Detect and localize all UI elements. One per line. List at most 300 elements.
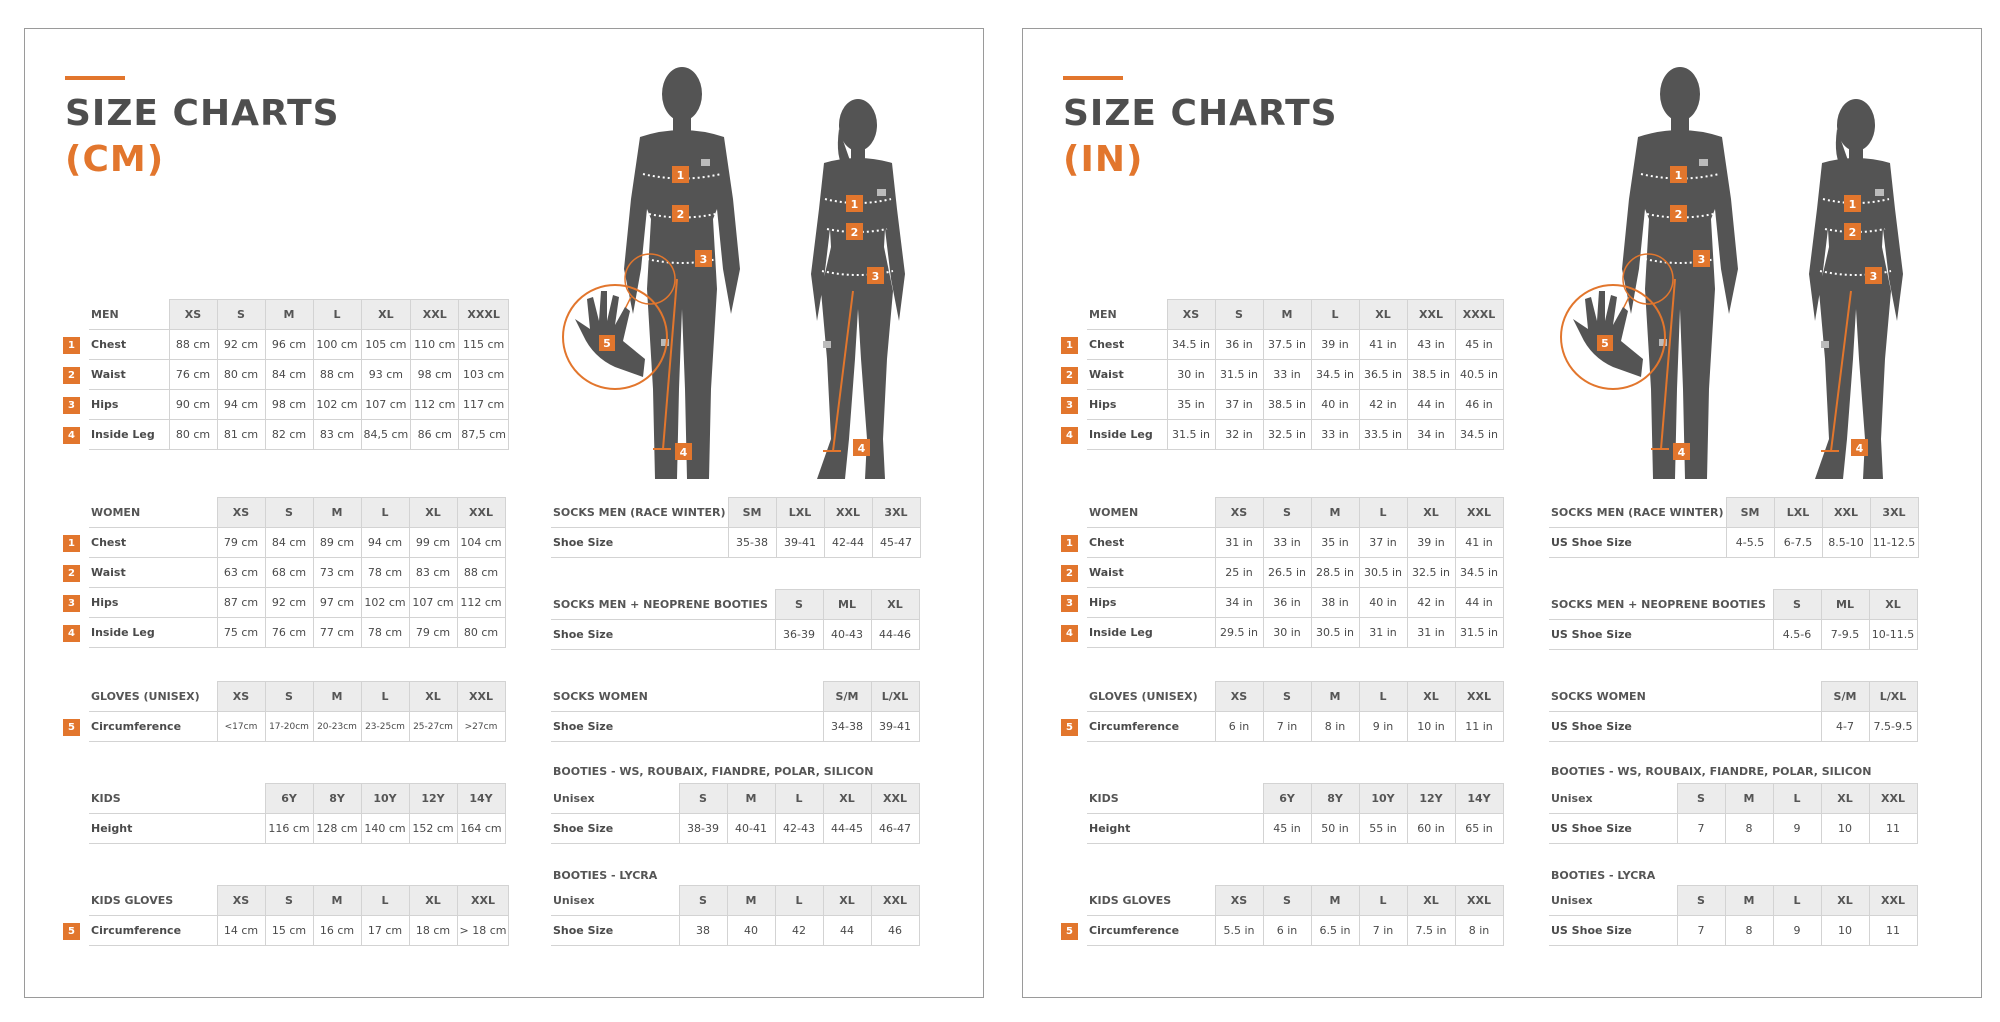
- size-header: 10Y: [1359, 784, 1407, 814]
- measurement-badge: 3: [63, 595, 80, 612]
- figure-badge-2-male: 2: [676, 208, 685, 221]
- size-value: 14 cm: [217, 916, 265, 946]
- size-value: 110 cm: [411, 330, 459, 360]
- row-label: US Shoe Size: [1551, 924, 1632, 937]
- size-value: 42 in: [1407, 588, 1455, 618]
- size-value: 32.5 in: [1263, 420, 1311, 450]
- size-value: 10-11.5: [1869, 620, 1917, 650]
- row-label: Chest: [1089, 338, 1125, 351]
- table-title: MEN: [1087, 300, 1167, 330]
- measurement-badge: 4: [63, 625, 80, 642]
- size-value: 104 cm: [457, 528, 505, 558]
- socks-neoprene-grid: [1549, 589, 1918, 650]
- size-value: 6-7.5: [1774, 528, 1822, 558]
- table-header-row: [1549, 886, 1917, 916]
- accent-line: [65, 76, 125, 80]
- size-header: M: [1311, 886, 1359, 916]
- size-value: 38 in: [1311, 588, 1359, 618]
- size-value: 30.5 in: [1311, 618, 1359, 648]
- size-value: 28.5 in: [1311, 558, 1359, 588]
- size-value: 11 in: [1455, 712, 1503, 742]
- size-value: 90 cm: [169, 390, 217, 420]
- female-silhouette: [1809, 99, 1903, 479]
- size-value: 84,5 cm: [361, 420, 411, 450]
- size-header: XXL: [824, 498, 872, 528]
- size-value: 102 cm: [361, 588, 409, 618]
- size-value: 46-47: [871, 814, 919, 844]
- booties-lycra-title: BOOTIES - LYCRA: [553, 869, 658, 882]
- size-value: 42 in: [1359, 390, 1407, 420]
- size-header: L: [1359, 886, 1407, 916]
- size-value: 98 cm: [411, 360, 459, 390]
- size-value: 8.5-10: [1822, 528, 1870, 558]
- kids-gloves-size-table: [68, 885, 509, 946]
- size-value: 75 cm: [217, 618, 265, 648]
- measurement-badge: 5: [1061, 923, 1078, 940]
- size-value: 93 cm: [361, 360, 411, 390]
- size-value: 77 cm: [313, 618, 361, 648]
- size-value: 87,5 cm: [459, 420, 509, 450]
- size-value: 6 in: [1263, 916, 1311, 946]
- men-size-table: [68, 299, 509, 450]
- table-header-row: [1087, 886, 1503, 916]
- size-value: 116 cm: [265, 814, 313, 844]
- row-label: Hips: [1089, 596, 1117, 609]
- table-title: Unisex: [1549, 886, 1677, 916]
- size-value: 32 in: [1215, 420, 1263, 450]
- figure-badge-4-male: 4: [1677, 446, 1686, 459]
- size-header: L: [1359, 498, 1407, 528]
- kids-gloves-size-table: [1066, 885, 1504, 946]
- row-label: US Shoe Size: [1551, 720, 1632, 733]
- size-header: XS: [217, 886, 265, 916]
- size-header: XXL: [1455, 886, 1503, 916]
- gloves-size-table: [68, 681, 506, 742]
- size-header: XL: [361, 300, 411, 330]
- size-header: XXL: [1407, 300, 1455, 330]
- size-value: 36 in: [1215, 330, 1263, 360]
- size-value: > 18 cm: [457, 916, 509, 946]
- table-title: GLOVES (UNISEX): [1087, 682, 1215, 712]
- size-header: S: [679, 886, 727, 916]
- body-measurement-illustration: [535, 59, 985, 509]
- size-value: 164 cm: [457, 814, 505, 844]
- kids-gloves-grid: [1066, 885, 1504, 946]
- size-value: 18 cm: [409, 916, 457, 946]
- figure-badge-3-female: 3: [871, 270, 880, 283]
- size-value: 17 cm: [361, 916, 409, 946]
- size-value: 115 cm: [459, 330, 509, 360]
- women-grid: [1066, 497, 1504, 648]
- size-value: 34-38: [823, 712, 871, 742]
- size-header: S: [1263, 682, 1311, 712]
- size-value: 36 in: [1263, 588, 1311, 618]
- size-header: XL: [1821, 886, 1869, 916]
- row-label: Hips: [91, 398, 119, 411]
- figure-badge-1-female: 1: [850, 198, 859, 211]
- size-value: 10: [1821, 814, 1869, 844]
- size-header: S: [679, 784, 727, 814]
- size-value: 38-39: [679, 814, 727, 844]
- figure-badge-4-female: 4: [1855, 442, 1864, 455]
- table-row: [89, 916, 509, 946]
- size-value: 8 in: [1455, 916, 1503, 946]
- size-value: 60 in: [1407, 814, 1455, 844]
- size-value: 44-46: [871, 620, 919, 650]
- size-header: S: [265, 498, 313, 528]
- size-value: 88 cm: [457, 558, 505, 588]
- size-value: 36.5 in: [1359, 360, 1407, 390]
- socks-race-grid: [551, 497, 921, 558]
- size-header: S/M: [1821, 682, 1869, 712]
- table-row: [551, 528, 920, 558]
- size-value: 50 in: [1311, 814, 1359, 844]
- size-value: 99 cm: [409, 528, 457, 558]
- page-title: SIZE CHARTS: [65, 93, 340, 134]
- size-header: ML: [823, 590, 871, 620]
- row-label: Circumference: [91, 720, 182, 733]
- table-row: [89, 390, 509, 420]
- size-header: XL: [823, 784, 871, 814]
- size-header: L: [361, 886, 409, 916]
- size-header: L: [1773, 784, 1821, 814]
- size-value: 63 cm: [217, 558, 265, 588]
- size-value: 37 in: [1215, 390, 1263, 420]
- size-value: 98 cm: [265, 390, 313, 420]
- figure-badge-2-female: 2: [850, 226, 859, 239]
- size-value: 15 cm: [265, 916, 313, 946]
- size-value: 30 in: [1263, 618, 1311, 648]
- size-value: 44 in: [1407, 390, 1455, 420]
- table-row: [89, 558, 505, 588]
- table-title: SOCKS WOMEN: [551, 682, 823, 712]
- size-value: 42: [775, 916, 823, 946]
- size-value: 6.5 in: [1311, 916, 1359, 946]
- size-header: XXL: [1455, 498, 1503, 528]
- table-title: KIDS GLOVES: [1087, 886, 1215, 916]
- booties-ws-title: BOOTIES - WS, ROUBAIX, FIANDRE, POLAR, SILICON: [553, 765, 874, 778]
- size-value: 33 in: [1263, 360, 1311, 390]
- table-row: [89, 712, 505, 742]
- size-value: 34 in: [1407, 420, 1455, 450]
- size-header: L/XL: [1869, 682, 1917, 712]
- row-label: Circumference: [91, 924, 182, 937]
- row-label: Chest: [91, 536, 127, 549]
- booties-lycra-grid: [551, 885, 920, 946]
- size-value: 44 in: [1455, 588, 1503, 618]
- size-value: 39 in: [1311, 330, 1359, 360]
- size-header: 8Y: [1311, 784, 1359, 814]
- size-value: 87 cm: [217, 588, 265, 618]
- size-header: S: [775, 590, 823, 620]
- table-row: [1087, 588, 1503, 618]
- size-value: 8: [1725, 916, 1773, 946]
- size-value: 76 cm: [169, 360, 217, 390]
- booties-lycra-table: [551, 885, 920, 946]
- size-value: 7 in: [1263, 712, 1311, 742]
- table-row: [89, 814, 505, 844]
- booties-ws-grid: [551, 783, 920, 844]
- size-value: 39-41: [871, 712, 919, 742]
- size-value: 41 in: [1455, 528, 1503, 558]
- size-value: 112 cm: [457, 588, 505, 618]
- size-value: 33 in: [1311, 420, 1359, 450]
- row-label: US Shoe Size: [1551, 822, 1632, 835]
- socks-neoprene-table: [551, 589, 920, 650]
- size-header: S: [217, 300, 265, 330]
- size-value: 100 cm: [313, 330, 361, 360]
- size-value: 31.5 in: [1167, 420, 1215, 450]
- measurement-badge: 5: [63, 719, 80, 736]
- size-value: 80 cm: [169, 420, 217, 450]
- size-header: XXXL: [1455, 300, 1503, 330]
- table-header-row: [551, 590, 919, 620]
- booties-ws-table: [1549, 783, 1918, 844]
- row-label: Shoe Size: [553, 924, 614, 937]
- size-value: 26.5 in: [1263, 558, 1311, 588]
- table-header-row: [1549, 784, 1917, 814]
- table-title: WOMEN: [89, 498, 217, 528]
- size-value: 42-44: [824, 528, 872, 558]
- table-row: [89, 588, 505, 618]
- size-value: 117 cm: [459, 390, 509, 420]
- size-header: S: [1677, 784, 1725, 814]
- size-value: 76 cm: [265, 618, 313, 648]
- size-header: M: [313, 886, 361, 916]
- size-header: 12Y: [409, 784, 457, 814]
- size-value: 7: [1677, 916, 1725, 946]
- size-value: 44: [823, 916, 871, 946]
- size-value: 34.5 in: [1455, 420, 1503, 450]
- size-header: XS: [217, 498, 265, 528]
- kids-size-table: [1087, 783, 1504, 844]
- size-value: 4.5-6: [1773, 620, 1821, 650]
- size-value: 40-43: [823, 620, 871, 650]
- size-value: 5.5 in: [1215, 916, 1263, 946]
- size-value: 43 in: [1407, 330, 1455, 360]
- size-value: 65 in: [1455, 814, 1503, 844]
- size-value: 88 cm: [169, 330, 217, 360]
- size-value: 30.5 in: [1359, 558, 1407, 588]
- table-row: [551, 814, 919, 844]
- size-value: 92 cm: [265, 588, 313, 618]
- socks-women-table: [551, 681, 920, 742]
- size-value: 20-23cm: [313, 712, 361, 742]
- size-value: 34 in: [1215, 588, 1263, 618]
- kids-grid: [1087, 783, 1504, 844]
- size-header: M: [313, 498, 361, 528]
- size-value: 7.5 in: [1407, 916, 1455, 946]
- table-row: [551, 620, 919, 650]
- table-header-row: [89, 498, 505, 528]
- size-header: XXL: [457, 886, 509, 916]
- size-value: 38.5 in: [1263, 390, 1311, 420]
- size-header: 3XL: [1870, 498, 1918, 528]
- size-value: 7-9.5: [1821, 620, 1869, 650]
- table-row: [1549, 814, 1917, 844]
- booties-lycra-grid: [1549, 885, 1918, 946]
- size-value: 9: [1773, 814, 1821, 844]
- size-value: 10: [1821, 916, 1869, 946]
- size-header: XL: [1821, 784, 1869, 814]
- size-value: 11: [1869, 916, 1917, 946]
- table-row: [89, 420, 509, 450]
- size-header: XXXL: [459, 300, 509, 330]
- figure-badge-4-female: 4: [857, 442, 866, 455]
- size-value: 38: [679, 916, 727, 946]
- table-title: SOCKS MEN (RACE WINTER): [551, 498, 728, 528]
- size-header: XS: [169, 300, 217, 330]
- size-header: M: [1311, 498, 1359, 528]
- row-label: Chest: [1089, 536, 1125, 549]
- measurement-badge: 3: [63, 397, 80, 414]
- table-row: [1087, 558, 1503, 588]
- table-header-row: [1087, 682, 1503, 712]
- row-label: Height: [91, 822, 133, 835]
- size-value: 35 in: [1167, 390, 1215, 420]
- gloves-grid: [68, 681, 506, 742]
- socks-neoprene-table: [1549, 589, 1918, 650]
- table-row: [1087, 330, 1503, 360]
- size-value: 7.5-9.5: [1869, 712, 1917, 742]
- size-header: L: [361, 498, 409, 528]
- men-size-table: [1066, 299, 1504, 450]
- size-value: 33 in: [1263, 528, 1311, 558]
- size-header: SM: [1726, 498, 1774, 528]
- size-value: 37.5 in: [1263, 330, 1311, 360]
- size-header: S: [1773, 590, 1821, 620]
- size-value: 46: [871, 916, 919, 946]
- size-header: M: [727, 784, 775, 814]
- size-value: 45 in: [1455, 330, 1503, 360]
- socks-women-grid: [1549, 681, 1918, 742]
- men-grid: [1066, 299, 1504, 450]
- table-row: [89, 330, 509, 360]
- figure-badge-2-female: 2: [1848, 226, 1857, 239]
- measurement-badge: 2: [1061, 565, 1078, 582]
- booties-lycra-table: [1549, 885, 1918, 946]
- row-label: Inside Leg: [1089, 428, 1153, 441]
- page-title: SIZE CHARTS: [1063, 93, 1338, 134]
- table-row: [1549, 620, 1917, 650]
- measurement-badge: 1: [1061, 535, 1078, 552]
- row-label: Shoe Size: [553, 536, 614, 549]
- size-header: XXL: [411, 300, 459, 330]
- table-row: [1087, 712, 1503, 742]
- size-value: 46 in: [1455, 390, 1503, 420]
- size-value: 35 in: [1311, 528, 1359, 558]
- size-header: XL: [1407, 886, 1455, 916]
- size-header: XL: [1359, 300, 1407, 330]
- size-value: 4-5.5: [1726, 528, 1774, 558]
- size-value: 41 in: [1359, 330, 1407, 360]
- size-value: 38.5 in: [1407, 360, 1455, 390]
- table-title: SOCKS MEN (RACE WINTER): [1549, 498, 1726, 528]
- size-header: XS: [1215, 498, 1263, 528]
- size-header: L: [1359, 682, 1407, 712]
- row-label: Inside Leg: [91, 626, 155, 639]
- gloves-size-table: [1066, 681, 1504, 742]
- socks-race-winter-table: [1549, 497, 1919, 558]
- figure-badge-1-male: 1: [676, 169, 685, 182]
- kids-size-table: [89, 783, 506, 844]
- table-title: Unisex: [551, 886, 679, 916]
- row-label: Chest: [91, 338, 127, 351]
- size-value: 34.5 in: [1311, 360, 1359, 390]
- size-header: S: [1215, 300, 1263, 330]
- size-chart-panel-in: [1022, 28, 1982, 998]
- size-header: XXL: [457, 682, 505, 712]
- size-header: XXL: [1869, 784, 1917, 814]
- size-value: 40-41: [727, 814, 775, 844]
- size-header: L: [361, 682, 409, 712]
- table-row: [1087, 528, 1503, 558]
- size-value: 96 cm: [265, 330, 313, 360]
- size-value: 4-7: [1821, 712, 1869, 742]
- table-row: [89, 528, 505, 558]
- men-grid: [68, 299, 509, 450]
- size-value: 25-27cm: [409, 712, 457, 742]
- size-value: 88 cm: [313, 360, 361, 390]
- unit-label: (CM): [65, 139, 165, 180]
- table-row: [1087, 814, 1503, 844]
- table-header-row: [89, 886, 509, 916]
- size-value: 89 cm: [313, 528, 361, 558]
- size-value: 29.5 in: [1215, 618, 1263, 648]
- table-row: [1087, 420, 1503, 450]
- table-title: MEN: [89, 300, 169, 330]
- table-header-row: [89, 784, 505, 814]
- row-label: Waist: [1089, 566, 1124, 579]
- size-header: L: [313, 300, 361, 330]
- socks-women-table: [1549, 681, 1918, 742]
- size-header: M: [1725, 784, 1773, 814]
- row-label: Inside Leg: [1089, 626, 1153, 639]
- size-value: 36-39: [775, 620, 823, 650]
- table-header-row: [551, 886, 919, 916]
- size-value: 102 cm: [313, 390, 361, 420]
- size-header: L: [775, 784, 823, 814]
- figure-badge-3-male: 3: [1697, 253, 1706, 266]
- size-value: 9 in: [1359, 712, 1407, 742]
- row-label: Hips: [1089, 398, 1117, 411]
- table-row: [89, 360, 509, 390]
- size-value: 152 cm: [409, 814, 457, 844]
- size-value: 40 in: [1359, 588, 1407, 618]
- table-row: [89, 618, 505, 648]
- figure-badge-5-glove: 5: [603, 337, 611, 350]
- size-header: M: [1725, 886, 1773, 916]
- size-header: XXL: [871, 784, 919, 814]
- size-header: XXL: [1822, 498, 1870, 528]
- table-header-row: [1087, 784, 1503, 814]
- size-value: 84 cm: [265, 528, 313, 558]
- size-header: XS: [1167, 300, 1215, 330]
- table-title: SOCKS MEN + NEOPRENE BOOTIES: [1549, 590, 1773, 620]
- size-header: 14Y: [1455, 784, 1503, 814]
- size-header: L/XL: [871, 682, 919, 712]
- socks-neoprene-grid: [551, 589, 920, 650]
- size-header: XL: [871, 590, 919, 620]
- measurement-badge: 3: [1061, 595, 1078, 612]
- size-value: 80 cm: [457, 618, 505, 648]
- booties-ws-title: BOOTIES - WS, ROUBAIX, FIANDRE, POLAR, SILICON: [1551, 765, 1872, 778]
- size-header: XXL: [871, 886, 919, 916]
- size-header: XL: [1407, 682, 1455, 712]
- size-value: 31 in: [1215, 528, 1263, 558]
- size-value: >27cm: [457, 712, 505, 742]
- size-value: 34.5 in: [1455, 558, 1503, 588]
